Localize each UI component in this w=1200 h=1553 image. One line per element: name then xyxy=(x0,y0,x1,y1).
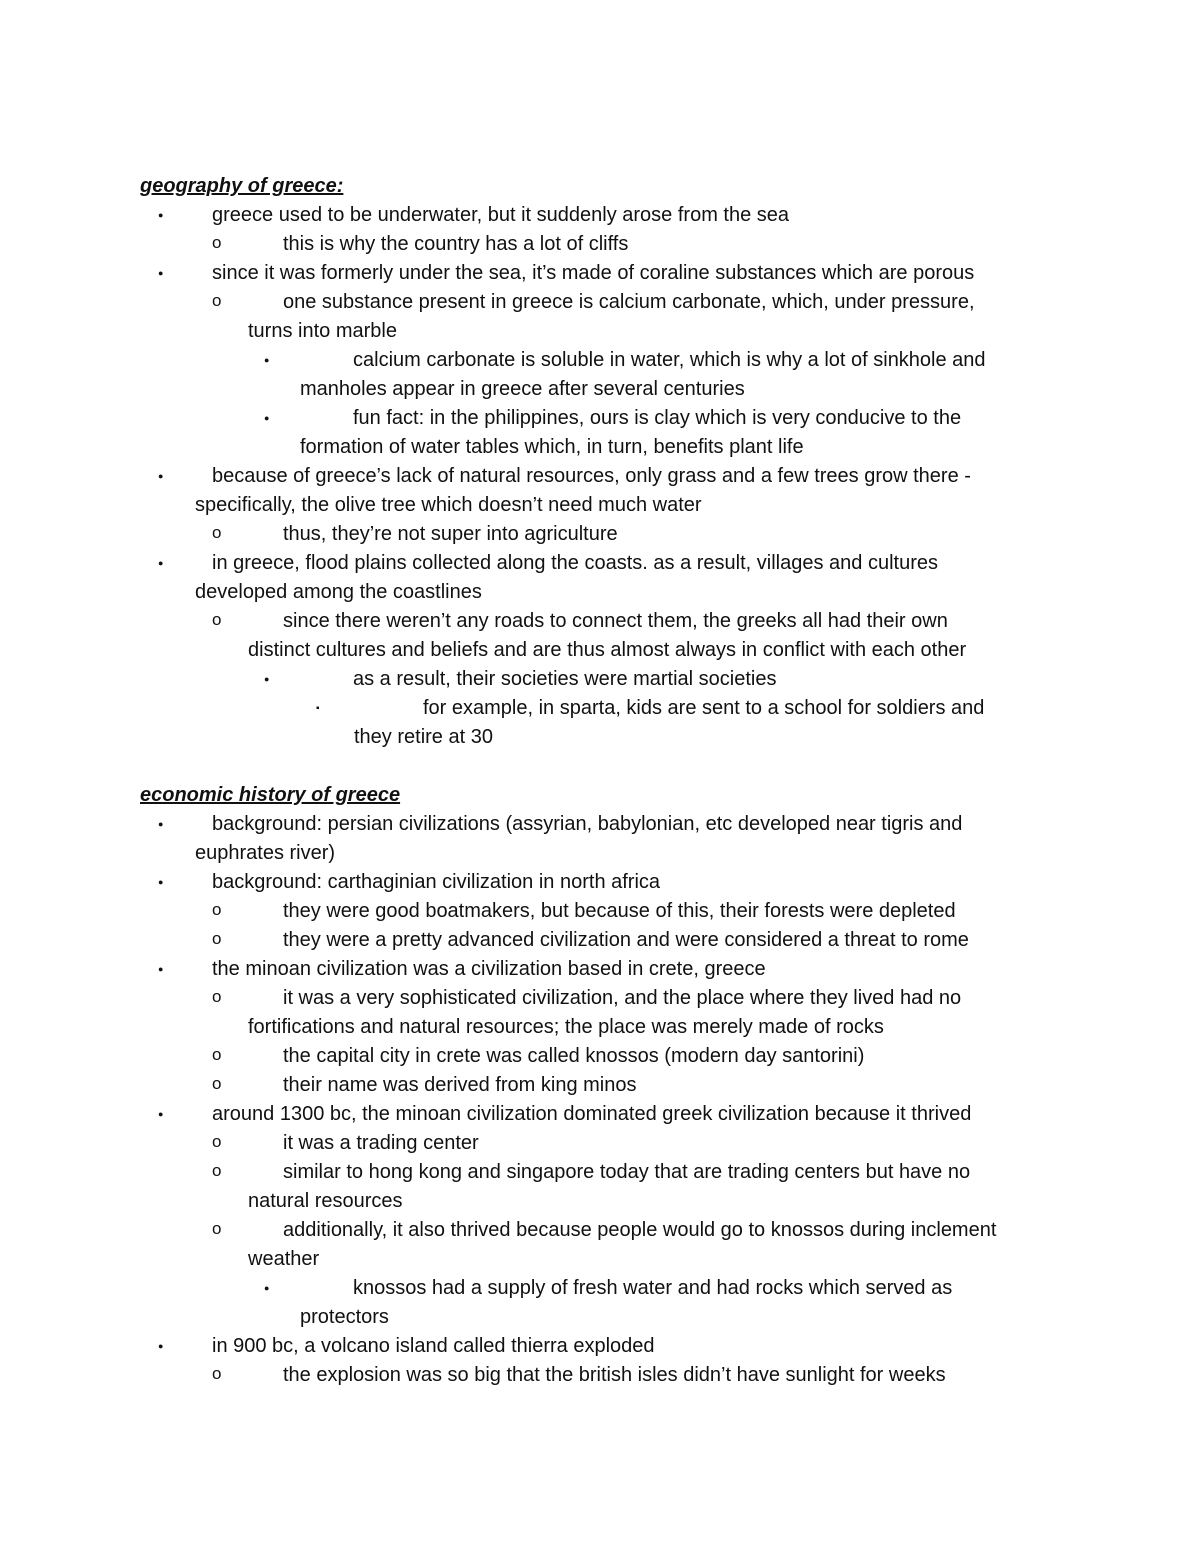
bullet-icon: ● xyxy=(158,558,164,568)
bullet-icon: ● xyxy=(158,1109,164,1119)
circle-bullet-icon: o xyxy=(212,610,222,629)
list-item-text-continued: specifically, the olive tree which doesn’t need much water xyxy=(195,494,702,516)
list-item-text: additionally, it also thrived because people would go to knossos during inclement xyxy=(283,1219,997,1241)
list-item xyxy=(140,665,1080,694)
bullet-icon: ● xyxy=(264,1283,270,1293)
list-item xyxy=(140,346,1080,404)
list-item xyxy=(140,230,1080,259)
list-item xyxy=(140,897,1080,926)
list-item-text-continued: euphrates river) xyxy=(195,842,336,864)
list-item-text-continued: protectors xyxy=(300,1306,389,1328)
list-item xyxy=(140,1274,1080,1332)
list-item-text: in greece, flood plains collected along the coasts. as a result, villages and cultures xyxy=(212,552,938,574)
list-item-text: greece used to be underwater, but it suddenly arose from the sea xyxy=(212,204,790,226)
list-item xyxy=(140,868,1080,897)
list-item-text-continued: turns into marble xyxy=(248,320,397,342)
list-item xyxy=(140,607,1080,665)
list-item-text-continued: they retire at 30 xyxy=(354,726,493,748)
notes-document xyxy=(140,172,1080,1390)
bullet-icon: ● xyxy=(158,819,164,829)
list-item-text: knossos had a supply of fresh water and had rocks which served as xyxy=(353,1277,953,1299)
list-item-text-continued: fortifications and natural resources; the place was merely made of rocks xyxy=(248,1016,884,1038)
list-item xyxy=(140,1216,1080,1274)
list-item-text-continued: formation of water tables which, in turn, benefits plant life xyxy=(300,436,804,458)
list-item-text: background: carthaginian civilization in north africa xyxy=(212,871,661,893)
circle-bullet-icon: o xyxy=(212,900,222,919)
circle-bullet-icon: o xyxy=(212,1132,222,1151)
list-item xyxy=(140,694,1080,752)
list-item-text-continued: natural resources xyxy=(248,1190,403,1212)
circle-bullet-icon: o xyxy=(212,1219,222,1238)
list-item-text: similar to hong kong and singapore today that are trading centers but have no xyxy=(283,1161,971,1183)
circle-bullet-icon: o xyxy=(212,523,222,542)
list-item xyxy=(140,926,1080,955)
list-item-text: their name was derived from king minos xyxy=(283,1074,637,1096)
list-item-text: it was a trading center xyxy=(283,1132,479,1154)
list-item-text: the explosion was so big that the british isles didn’t have sunlight for weeks xyxy=(283,1364,946,1386)
list-item xyxy=(140,404,1080,462)
list-item-text: around 1300 bc, the minoan civilization dominated greek civilization because it thrived xyxy=(212,1103,972,1125)
list-item xyxy=(140,288,1080,346)
section-heading: economic history of greece xyxy=(140,784,401,806)
list-item-text: they were good boatmakers, but because of this, their forests were depleted xyxy=(283,900,956,922)
list-item-text: thus, they’re not super into agriculture xyxy=(283,523,618,545)
list-item xyxy=(140,520,1080,549)
bullet-icon: ● xyxy=(158,1341,164,1351)
bullet-icon: ● xyxy=(264,413,270,423)
list-item xyxy=(140,1158,1080,1216)
bullet-icon: ● xyxy=(158,877,164,887)
list-item xyxy=(140,1332,1080,1361)
list-item-text-continued: developed among the coastlines xyxy=(195,581,482,603)
list-item-text-continued: distinct cultures and beliefs and are thus almost always in conflict with each other xyxy=(248,639,967,661)
circle-bullet-icon: o xyxy=(212,291,222,310)
list-item xyxy=(140,810,1080,868)
list-item-text-continued: manholes appear in greece after several centuries xyxy=(300,378,745,400)
list-item xyxy=(140,984,1080,1042)
list-item-text: in 900 bc, a volcano island called thierra exploded xyxy=(212,1335,655,1357)
bullet-icon: ● xyxy=(158,964,164,974)
list-item-text: calcium carbonate is soluble in water, which is why a lot of sinkhole and xyxy=(353,349,986,371)
bullet-icon: ● xyxy=(158,471,164,481)
list-item xyxy=(140,259,1080,288)
list-item-text: one substance present in greece is calcium carbonate, which, under pressure, xyxy=(283,291,975,313)
list-item-text: since there weren’t any roads to connect them, the greeks all had their own xyxy=(283,610,948,632)
circle-bullet-icon: o xyxy=(212,929,222,948)
square-bullet-icon: ▪ xyxy=(316,703,320,714)
list-item-text: background: persian civilizations (assyrian, babylonian, etc developed near tigris and xyxy=(212,813,963,835)
list-item-text: it was a very sophisticated civilization, and the place where they lived had no xyxy=(283,987,962,1009)
circle-bullet-icon: o xyxy=(212,1074,222,1093)
circle-bullet-icon: o xyxy=(212,233,222,252)
list-item xyxy=(140,955,1080,984)
list-item xyxy=(140,1129,1080,1158)
list-item xyxy=(140,201,1080,230)
list-item-text: because of greece’s lack of natural resources, only grass and a few trees grow there - xyxy=(212,465,971,487)
circle-bullet-icon: o xyxy=(212,987,222,1006)
bullet-icon: ● xyxy=(264,355,270,365)
list-item xyxy=(140,1042,1080,1071)
bullet-icon: ● xyxy=(264,674,270,684)
list-item-text-continued: weather xyxy=(248,1248,320,1270)
list-item-text: since it was formerly under the sea, it’s made of coraline substances which are porous xyxy=(212,262,975,284)
list-item-text: the minoan civilization was a civilization based in crete, greece xyxy=(212,958,766,980)
list-item xyxy=(140,1071,1080,1100)
circle-bullet-icon: o xyxy=(212,1045,222,1064)
list-item-text: for example, in sparta, kids are sent to a school for soldiers and xyxy=(423,697,985,719)
section-heading: geography of greece: xyxy=(140,175,344,197)
list-item-text: they were a pretty advanced civilization and were considered a threat to rome xyxy=(283,929,969,951)
circle-bullet-icon: o xyxy=(212,1161,222,1180)
list-item xyxy=(140,1361,1080,1390)
list-item-text: this is why the country has a lot of cliffs xyxy=(283,233,629,255)
list-item-text: as a result, their societies were martial societies xyxy=(353,668,777,690)
section-spacer xyxy=(140,752,1080,781)
list-item xyxy=(140,1100,1080,1129)
bullet-icon: ● xyxy=(158,210,164,220)
list-item xyxy=(140,462,1080,520)
list-item-text: the capital city in crete was called knossos (modern day santorini) xyxy=(283,1045,865,1067)
list-item xyxy=(140,549,1080,607)
list-item-text: fun fact: in the philippines, ours is clay which is very conducive to the xyxy=(353,407,962,429)
bullet-icon: ● xyxy=(158,268,164,278)
circle-bullet-icon: o xyxy=(212,1364,222,1383)
